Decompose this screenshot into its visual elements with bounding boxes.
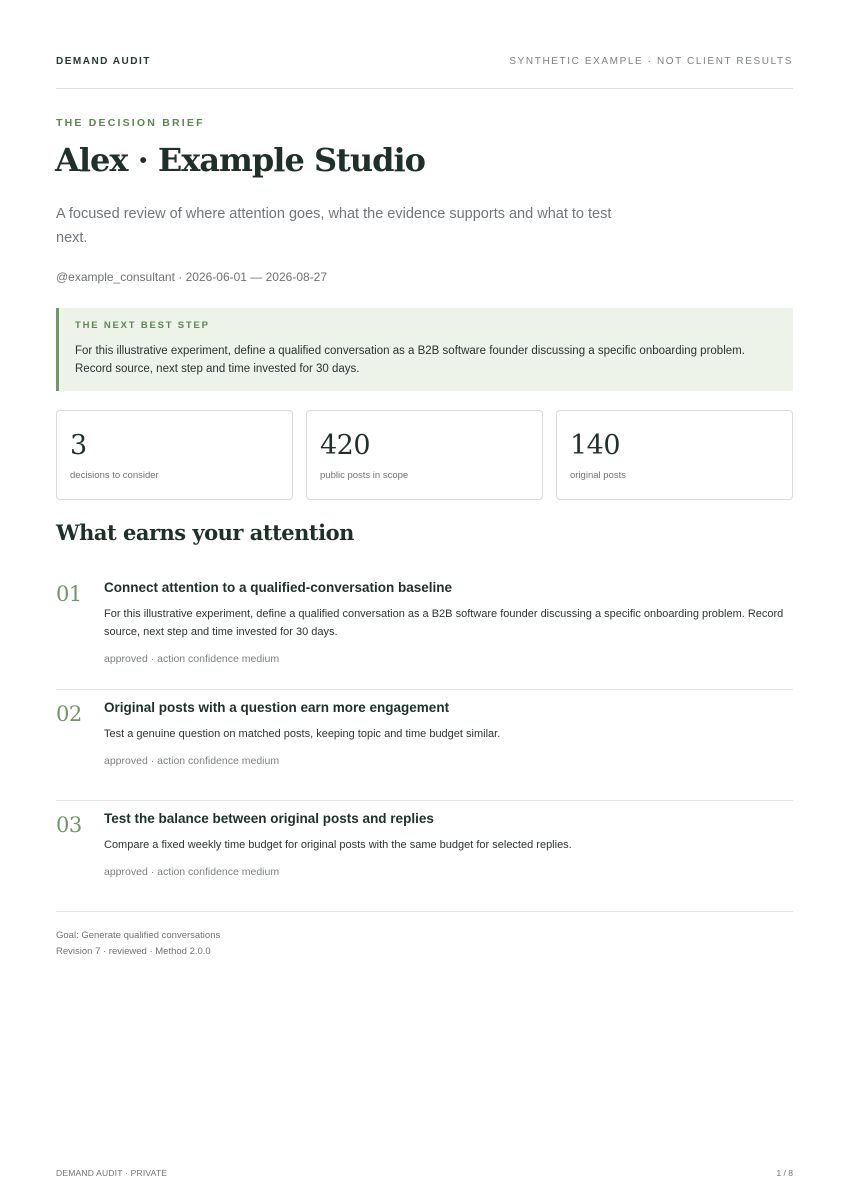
handle-and-date-range: @example_consultant · 2026-06-01 — 2026-08-27 [56,270,328,284]
stat-card [556,410,793,500]
disclaimer-label: SYNTHETIC EXAMPLE · NOT CLIENT RESULTS [509,56,793,67]
item-text: For this illustrative experiment, define a qualified conversation as a B2B software founder discussing a specific onboarding problem. Record source, next step and time invested for 30 days. [104,608,784,638]
list-item [56,690,793,801]
page-title: Alex · Example Studio [55,141,425,179]
brief-eyebrow: THE DECISION BRIEF [56,117,205,129]
section-title: What earns your attention [56,520,354,545]
item-meta: approved · action confidence medium [104,653,280,665]
item-body [104,810,793,878]
item-meta: approved · action confidence medium [104,755,280,767]
stats-row [56,410,793,500]
item-body [104,699,793,767]
next-best-step-callout [56,308,793,391]
item-text: Test a genuine question on matched posts, keeping topic and time budget similar. [104,728,501,740]
goal-text: Goal: Generate qualified conversations [56,930,221,941]
stat-label: decisions to consider [70,470,159,481]
page-header [56,55,793,89]
item-number: 03 [56,813,82,837]
item-number: 01 [56,582,82,606]
stat-card [56,410,293,500]
callout-text: For this illustrative experiment, define a qualified conversation as a B2B software founder discussing a specific onboarding problem. Record source, next step and time invested for 30 days. [75,345,745,375]
item-title: Connect attention to a qualified-conversation baseline [104,580,453,595]
document-footnote [56,928,220,960]
brand-label: DEMAND AUDIT [56,56,151,67]
item-text: Compare a fixed weekly time budget for original posts with the same budget for selected replies. [104,839,572,851]
item-title: Test the balance between original posts and replies [104,811,434,826]
item-meta: approved · action confidence medium [104,866,280,878]
footer-label: DEMAND AUDIT · PRIVATE [56,1168,168,1178]
revision-text: Revision 7 · reviewed · Method 2.0.0 [56,946,211,957]
stat-value: 3 [70,430,87,461]
stat-card [306,410,543,500]
list-item [56,801,793,912]
item-number: 02 [56,702,82,726]
stat-value: 420 [320,430,371,461]
item-title: Original posts with a question earn more engagement [104,700,450,715]
stat-label: original posts [570,470,626,481]
page-subtitle: A focused review of where attention goes, what the evidence supports and what to test next. [56,206,612,246]
stat-label: public posts in scope [320,470,409,481]
stat-value: 140 [570,430,621,461]
page-number: 1 / 8 [776,1168,793,1178]
list-item [56,570,793,690]
item-body [104,579,793,665]
callout-label: THE NEXT BEST STEP [75,320,210,331]
